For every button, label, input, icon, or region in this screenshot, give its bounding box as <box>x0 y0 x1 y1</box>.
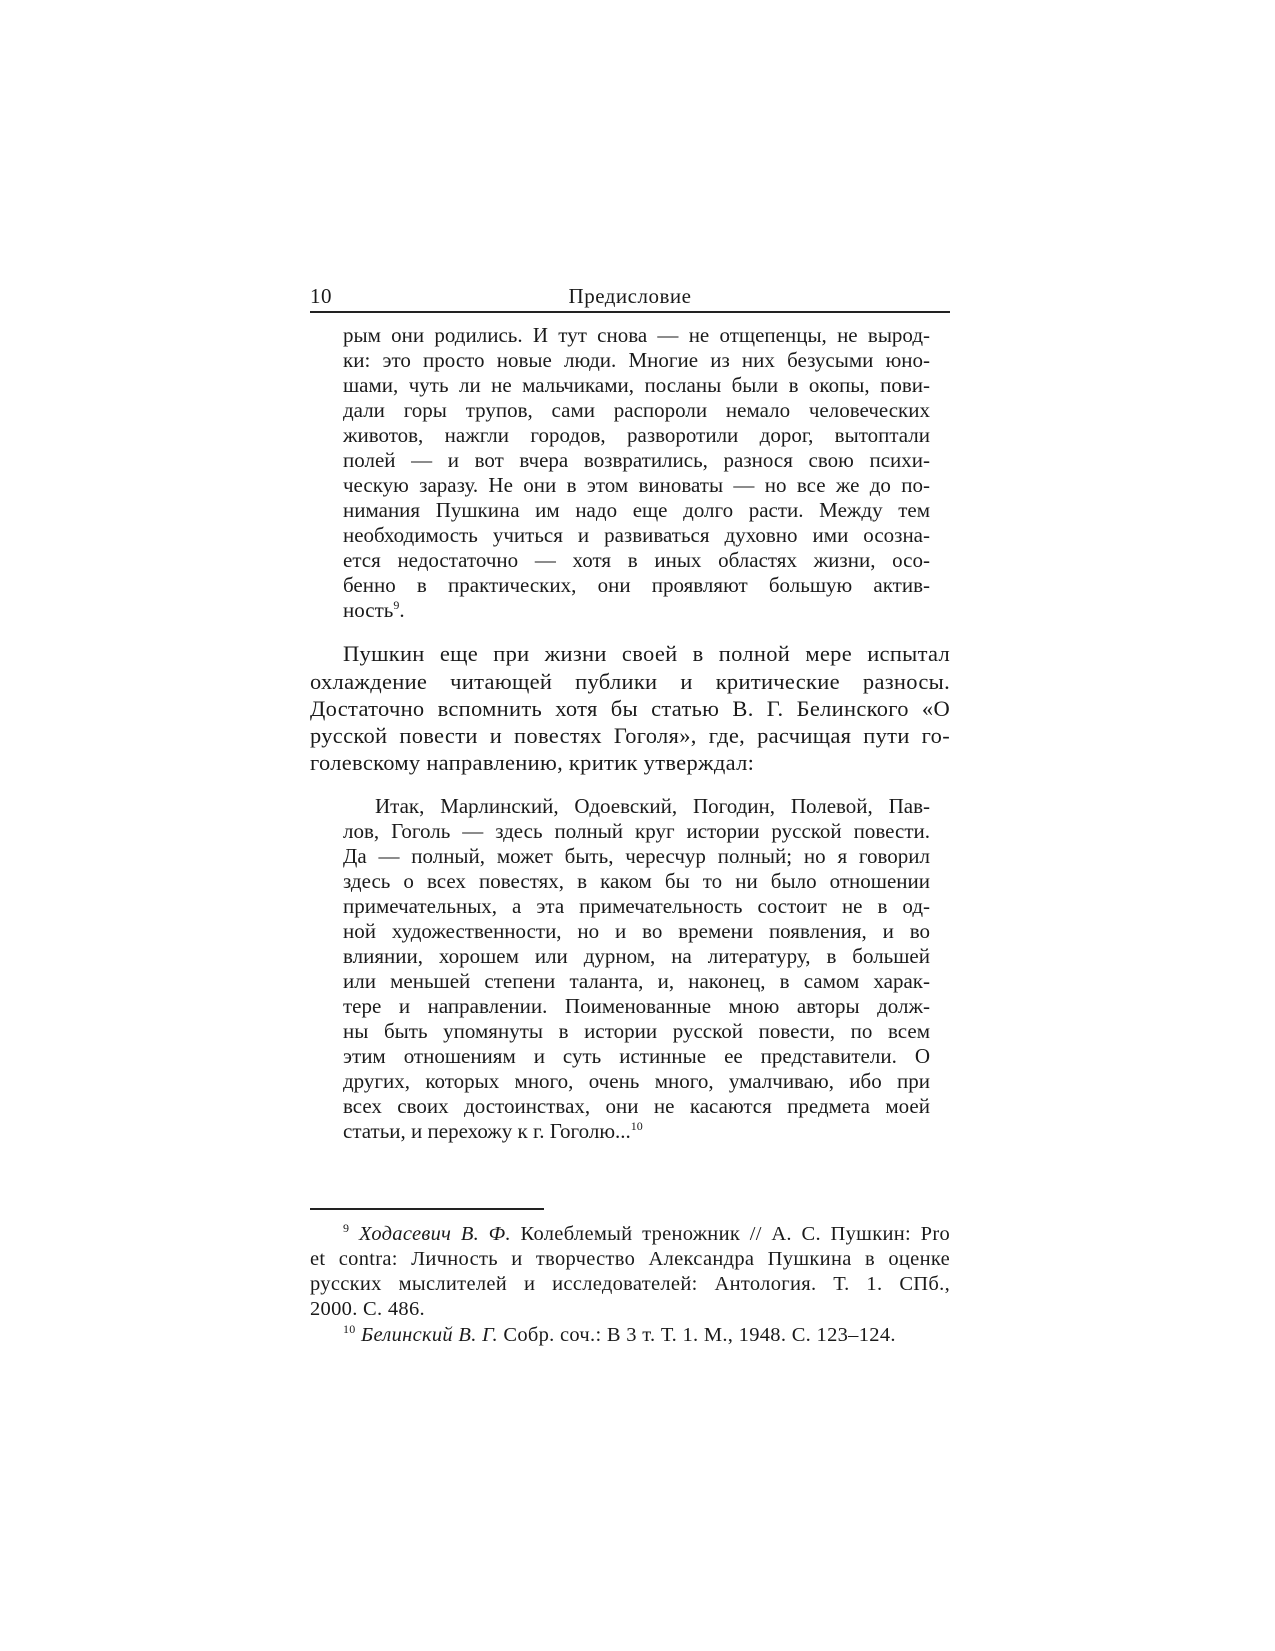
footnote-text: Собр. соч.: В 3 т. Т. 1. М., 1948. С. 123–124. <box>503 1324 896 1346</box>
footnote-author: Ходасевич В. Ф. <box>358 1223 511 1245</box>
footnote-number: 9 <box>343 1221 350 1235</box>
text-line: Да — полный, может быть, чересчур полный; но я говорил <box>343 844 930 868</box>
text-line: Пушкин еще при жизни своей в полной мере испытал <box>343 641 950 666</box>
text-line: ется недостаточно — хотя в иных областях жизни, осо- <box>343 548 930 572</box>
running-title: Предисловие <box>568 284 692 308</box>
text-line: животов, нажгли городов, разворотили дорог, вытоптали <box>343 423 930 447</box>
text-line: влиянии, хорошем или дурном, на литературу, в большей <box>343 944 930 968</box>
text-line: лов, Гоголь — здесь полный круг истории русской повести. <box>343 819 930 843</box>
header-rule <box>310 311 950 313</box>
text-line-last: ность$^9$. <box>343 598 405 622</box>
footnote-separator <box>310 1208 544 1210</box>
text-line: или меньшей степени таланта, и, наконец, в самом харак- <box>343 969 930 993</box>
text-line: ны быть упомянуты в истории русской повести, по всем <box>343 1019 930 1043</box>
text-line: этим отношениям и суть истинные ее представители. О <box>343 1044 930 1068</box>
text-line: примечательных, а эта примечательность состоит не в од- <box>343 894 930 918</box>
page-number: 10 <box>310 284 332 308</box>
text-line: всех своих достоинствах, они не касаются предмета моей <box>343 1094 930 1118</box>
text-line: дали горы трупов, сами распороли немало человеческих <box>343 398 930 422</box>
footnote-ref[interactable]: 9 <box>393 598 400 612</box>
text-line: других, которых много, очень много, умалчиваю, ибо при <box>343 1069 930 1093</box>
text-line: шами, чуть ли не мальчиками, посланы были в окопы, пови- <box>343 373 930 397</box>
text-line: необходимость учиться и развиваться духовно ими осозна- <box>343 523 930 547</box>
text-line: Достаточно вспомнить хотя бы статью В. Г. Белинского «О <box>310 696 950 721</box>
text-line-last <box>343 1118 930 1144</box>
last-line-text: статьи, и перехожу к г. Гоголю... <box>343 1119 631 1143</box>
footnote-number: 10 <box>343 1322 356 1336</box>
footnote-line: et contra: Личность и творчество Александра Пушкина в оценке <box>310 1248 950 1270</box>
text-line: тере и направлении. Поименованные мною авторы долж- <box>343 994 930 1018</box>
text-line: рым они родились. И тут снова — не отщепенцы, не вырод- <box>343 323 930 347</box>
text-line: ной художественности, но и во времени появления, и во <box>343 919 930 943</box>
text-line-last: голевскому направлению, критик утверждал: <box>310 750 755 775</box>
footnote-line-last: 2000. С. 486. <box>310 1298 425 1320</box>
footnote-text: Колеблемый треножник // А. С. Пушкин: Pro <box>520 1223 951 1245</box>
text-line: охлаждение читающей публики и критические разносы. <box>310 669 950 694</box>
last-line-text: ность <box>343 598 394 622</box>
text-line: здесь о всех повестях, в каком бы то ни было отношении <box>343 869 930 893</box>
text-line: полей — и вот вчера возвратились, разнося свою психи- <box>343 448 930 472</box>
footnote-author: Белинский В. Г. <box>361 1324 498 1346</box>
text-line: ческую заразу. Не они в этом виноваты — но все же до по- <box>343 473 930 497</box>
text-line: русской повести и повестях Гоголя», где, расчищая пути го- <box>310 723 950 748</box>
text-line: ки: это просто новые люди. Многие из них безусыми юно- <box>343 348 930 372</box>
footnote-line: русских мыслителей и исследователей: Антология. Т. 1. СПб., <box>310 1273 950 1295</box>
running-header <box>310 280 950 310</box>
footnote-9 <box>343 1221 950 1247</box>
footnote-10 <box>343 1322 950 1348</box>
footnote-ref[interactable]: 10 <box>630 1119 643 1133</box>
text-line: нимания Пушкина им надо еще долго расти. Между тем <box>343 498 930 522</box>
text-line: Итак, Марлинский, Одоевский, Погодин, Полевой, Пав- <box>375 794 930 818</box>
text-line: бенно в практических, они проявляют большую актив- <box>343 573 930 597</box>
